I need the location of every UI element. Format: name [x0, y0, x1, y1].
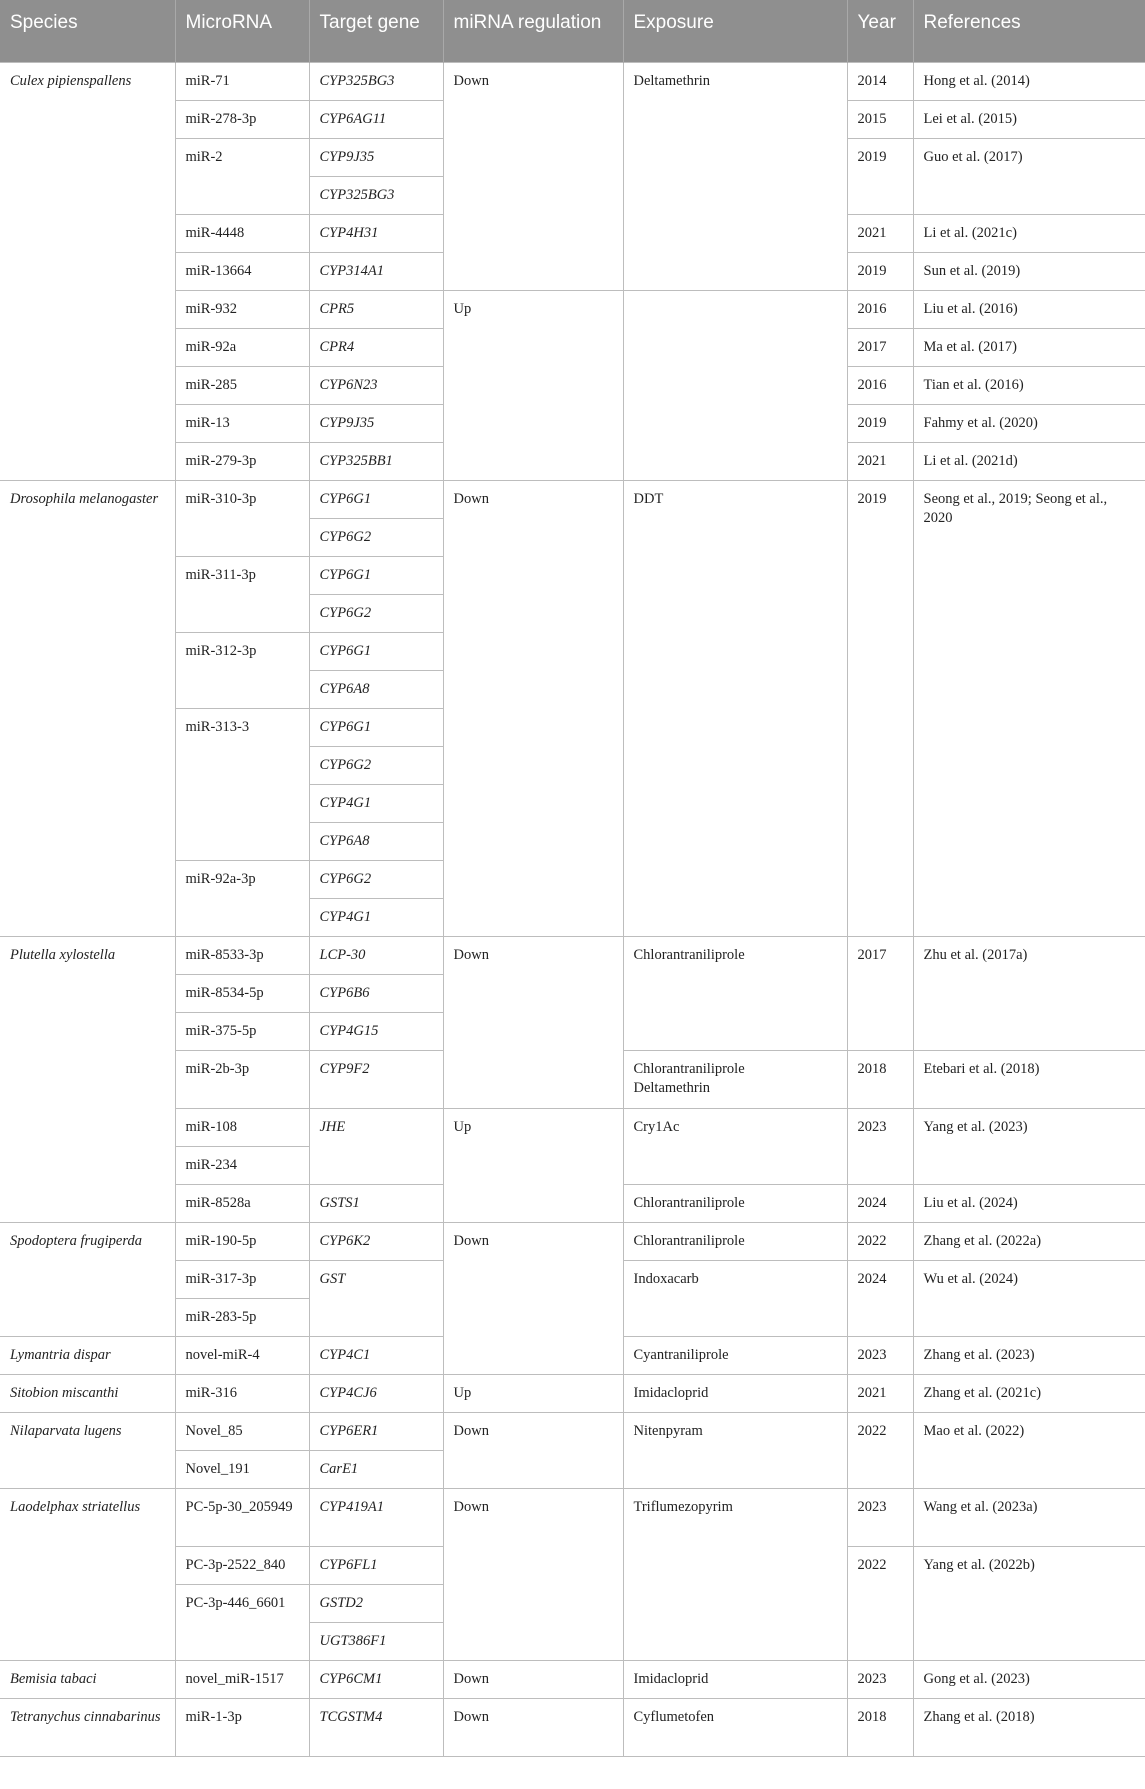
reference-cell: Fahmy et al. (2020) — [913, 404, 1145, 442]
target-gene-cell: GSTS1 — [309, 1184, 443, 1222]
year-cell: 2022 — [847, 1412, 913, 1488]
reference-cell: Yang et al. (2022b) — [913, 1546, 1145, 1660]
regulation-cell: Up — [443, 1374, 623, 1412]
table-row — [0, 1222, 1145, 1260]
year-cell: 2023 — [847, 1108, 913, 1184]
table-row — [0, 480, 1145, 518]
header-mirna-regulation: miRNA regulation — [443, 0, 623, 62]
species-cell: Drosophila melanogaster — [0, 480, 175, 936]
target-gene-cell: UGT386F1 — [309, 1622, 443, 1660]
target-gene-cell: CYP6G2 — [309, 860, 443, 898]
header-target-gene: Target gene — [309, 0, 443, 62]
target-gene-cell: CYP6AG11 — [309, 100, 443, 138]
species-cell: Lymantria dispar — [0, 1336, 175, 1374]
microrna-cell: Novel_85 — [175, 1412, 309, 1450]
regulation-cell: Up — [443, 290, 623, 480]
microrna-cell: miR-4448 — [175, 214, 309, 252]
table-row — [0, 1412, 1145, 1450]
reference-cell: Li et al. (2021c) — [913, 214, 1145, 252]
regulation-cell: Down — [443, 1222, 623, 1374]
table-row — [0, 1488, 1145, 1546]
reference-cell: Sun et al. (2019) — [913, 252, 1145, 290]
target-gene-cell: CYP4G1 — [309, 898, 443, 936]
year-cell: 2017 — [847, 936, 913, 1050]
target-gene-cell: CYP325BB1 — [309, 442, 443, 480]
year-cell: 2023 — [847, 1336, 913, 1374]
target-gene-cell: CYP6G1 — [309, 708, 443, 746]
target-gene-cell: CYP6G2 — [309, 594, 443, 632]
reference-cell: Yang et al. (2023) — [913, 1108, 1145, 1184]
target-gene-cell: CYP9J35 — [309, 138, 443, 176]
reference-cell: Gong et al. (2023) — [913, 1660, 1145, 1698]
exposure-cell: Imidacloprid — [623, 1660, 847, 1698]
target-gene-cell: CYP6G1 — [309, 480, 443, 518]
reference-cell: Li et al. (2021d) — [913, 442, 1145, 480]
year-cell: 2024 — [847, 1184, 913, 1222]
year-cell: 2018 — [847, 1050, 913, 1108]
target-gene-cell: CYP314A1 — [309, 252, 443, 290]
target-gene-cell: CYP6G2 — [309, 518, 443, 556]
reference-cell: Ma et al. (2017) — [913, 328, 1145, 366]
microrna-cell: miR-8528a — [175, 1184, 309, 1222]
target-gene-cell: CYP6FL1 — [309, 1546, 443, 1584]
year-cell: 2015 — [847, 100, 913, 138]
target-gene-cell: CYP325BG3 — [309, 176, 443, 214]
exposure-cell: Cry1Ac — [623, 1108, 847, 1184]
microrna-cell: miR-8534-5p — [175, 974, 309, 1012]
regulation-cell: Down — [443, 1698, 623, 1756]
reference-cell: Lei et al. (2015) — [913, 100, 1145, 138]
microrna-cell: miR-278-3p — [175, 100, 309, 138]
regulation-cell: Up — [443, 1108, 623, 1222]
microrna-cell: PC-3p-2522_840 — [175, 1546, 309, 1584]
microrna-cell: miR-8533-3p — [175, 936, 309, 974]
regulation-cell: Down — [443, 480, 623, 936]
microrna-cell: miR-108 — [175, 1108, 309, 1146]
reference-cell: Wang et al. (2023a) — [913, 1488, 1145, 1546]
header-row — [0, 0, 1145, 62]
target-gene-cell: CYP9F2 — [309, 1050, 443, 1108]
microrna-cell: miR-2b-3p — [175, 1050, 309, 1108]
exposure-line: Chlorantraniliprole Deltamethrin — [633, 1060, 745, 1096]
reference-cell: Guo et al. (2017) — [913, 138, 1145, 214]
microrna-cell: miR-932 — [175, 290, 309, 328]
exposure-cell: Chlorantraniliprole — [623, 1184, 847, 1222]
microrna-cell: novel-miR-4 — [175, 1336, 309, 1374]
target-gene-cell: GST — [309, 1260, 443, 1336]
reference-cell: Zhang et al. (2022a) — [913, 1222, 1145, 1260]
reference-cell: Mao et al. (2022) — [913, 1412, 1145, 1488]
target-gene-cell: GSTD2 — [309, 1584, 443, 1622]
regulation-cell: Down — [443, 1488, 623, 1660]
target-gene-cell: CYP6ER1 — [309, 1412, 443, 1450]
exposure-cell: DDT — [623, 480, 847, 936]
microrna-cell: miR-13 — [175, 404, 309, 442]
microrna-cell: PC-3p-446_6601 — [175, 1584, 309, 1660]
year-cell: 2021 — [847, 1374, 913, 1412]
microrna-cell: miR-279-3p — [175, 442, 309, 480]
target-gene-cell: LCP-30 — [309, 936, 443, 974]
year-cell: 2022 — [847, 1222, 913, 1260]
exposure-cell: Imidacloprid — [623, 1374, 847, 1412]
regulation-cell: Down — [443, 1660, 623, 1698]
year-cell: 2019 — [847, 252, 913, 290]
microrna-cell: miR-283-5p — [175, 1298, 309, 1336]
exposure-cell: Cyantraniliprole — [623, 1336, 847, 1374]
header-microrna: MicroRNA — [175, 0, 309, 62]
target-gene-cell: CYP6CM1 — [309, 1660, 443, 1698]
year-cell: 2022 — [847, 1546, 913, 1660]
target-gene-cell: CYP6G1 — [309, 556, 443, 594]
year-cell: 2024 — [847, 1260, 913, 1336]
target-gene-cell: CYP325BG3 — [309, 62, 443, 100]
target-gene-cell: CYP6B6 — [309, 974, 443, 1012]
species-cell: Sitobion miscanthi — [0, 1374, 175, 1412]
microrna-cell: miR-234 — [175, 1146, 309, 1184]
regulation-cell: Down — [443, 1412, 623, 1488]
reference-cell: Zhang et al. (2021c) — [913, 1374, 1145, 1412]
year-cell: 2016 — [847, 290, 913, 328]
reference-cell: Etebari et al. (2018) — [913, 1050, 1145, 1108]
exposure-cell: Nitenpyram — [623, 1412, 847, 1488]
year-cell: 2023 — [847, 1488, 913, 1546]
target-gene-cell: CYP9J35 — [309, 404, 443, 442]
microrna-cell: miR-1-3p — [175, 1698, 309, 1756]
species-cell: Culex pipienspallens — [0, 62, 175, 480]
reference-cell: Liu et al. (2024) — [913, 1184, 1145, 1222]
year-cell: 2021 — [847, 442, 913, 480]
year-cell: 2017 — [847, 328, 913, 366]
reference-cell: Seong et al., 2019; Seong et al., 2020 — [913, 480, 1145, 936]
regulation-cell: Down — [443, 936, 623, 1108]
year-cell: 2019 — [847, 404, 913, 442]
species-cell: Tetranychus cinnabarinus — [0, 1698, 175, 1756]
exposure-cell — [623, 1050, 847, 1108]
exposure-cell: Chlorantraniliprole — [623, 936, 847, 1050]
reference-cell: Zhang et al. (2023) — [913, 1336, 1145, 1374]
target-gene-cell: CYP4H31 — [309, 214, 443, 252]
year-cell: 2018 — [847, 1698, 913, 1756]
reference-cell: Zhu et al. (2017a) — [913, 936, 1145, 1050]
header-year: Year — [847, 0, 913, 62]
reference-cell: Wu et al. (2024) — [913, 1260, 1145, 1336]
year-cell: 2014 — [847, 62, 913, 100]
species-cell: Nilaparvata lugens — [0, 1412, 175, 1488]
exposure-cell: Deltamethrin — [623, 62, 847, 290]
target-gene-cell: CYP6A8 — [309, 822, 443, 860]
target-gene-cell: CYP6A8 — [309, 670, 443, 708]
microrna-cell: miR-2 — [175, 138, 309, 214]
table-row — [0, 1374, 1145, 1412]
species-cell: Spodoptera frugiperda — [0, 1222, 175, 1336]
microrna-cell: miR-285 — [175, 366, 309, 404]
microrna-cell: miR-312-3p — [175, 632, 309, 708]
microrna-cell: miR-375-5p — [175, 1012, 309, 1050]
reference-cell: Zhang et al. (2018) — [913, 1698, 1145, 1756]
microrna-cell: miR-13664 — [175, 252, 309, 290]
target-gene-cell: CYP4CJ6 — [309, 1374, 443, 1412]
target-gene-cell: TCGSTM4 — [309, 1698, 443, 1756]
microrna-cell: miR-317-3p — [175, 1260, 309, 1298]
exposure-cell: Indoxacarb — [623, 1260, 847, 1336]
year-cell: 2019 — [847, 138, 913, 214]
target-gene-cell: CarE1 — [309, 1450, 443, 1488]
year-cell: 2016 — [847, 366, 913, 404]
target-gene-cell: CYP4G1 — [309, 784, 443, 822]
target-gene-cell: JHE — [309, 1108, 443, 1184]
header-species: Species — [0, 0, 175, 62]
microrna-cell: miR-311-3p — [175, 556, 309, 632]
header-exposure: Exposure — [623, 0, 847, 62]
species-cell: Plutella xylostella — [0, 936, 175, 1222]
microrna-cell: Novel_191 — [175, 1450, 309, 1488]
table-row — [0, 1698, 1145, 1756]
microrna-cell: miR-92a — [175, 328, 309, 366]
target-gene-cell: CYP419A1 — [309, 1488, 443, 1546]
microrna-cell: miR-92a-3p — [175, 860, 309, 936]
exposure-cell: Chlorantraniliprole — [623, 1222, 847, 1260]
reference-cell: Hong et al. (2014) — [913, 62, 1145, 100]
regulation-cell: Down — [443, 62, 623, 290]
target-gene-cell: CYP4C1 — [309, 1336, 443, 1374]
year-cell: 2021 — [847, 214, 913, 252]
table-row — [0, 936, 1145, 974]
target-gene-cell: CPR5 — [309, 290, 443, 328]
table-row — [0, 62, 1145, 100]
microrna-cell: novel_miR-1517 — [175, 1660, 309, 1698]
microrna-cell: miR-190-5p — [175, 1222, 309, 1260]
target-gene-cell: CYP6N23 — [309, 366, 443, 404]
target-gene-cell: CYP6K2 — [309, 1222, 443, 1260]
exposure-cell: Cyflumetofen — [623, 1698, 847, 1756]
microrna-cell: miR-313-3 — [175, 708, 309, 860]
exposure-cell — [623, 290, 847, 480]
microrna-cell: miR-316 — [175, 1374, 309, 1412]
header-references: References — [913, 0, 1145, 62]
reference-cell: Liu et al. (2016) — [913, 290, 1145, 328]
target-gene-cell: CYP4G15 — [309, 1012, 443, 1050]
microrna-cell: miR-310-3p — [175, 480, 309, 556]
species-cell: Bemisia tabaci — [0, 1660, 175, 1698]
reference-cell: Tian et al. (2016) — [913, 366, 1145, 404]
species-cell: Laodelphax striatellus — [0, 1488, 175, 1660]
target-gene-cell: CPR4 — [309, 328, 443, 366]
microrna-cell: PC-5p-30_205949 — [175, 1488, 309, 1546]
target-gene-cell: CYP6G2 — [309, 746, 443, 784]
exposure-cell: Triflumezopyrim — [623, 1488, 847, 1660]
target-gene-cell: CYP6G1 — [309, 632, 443, 670]
year-cell: 2023 — [847, 1660, 913, 1698]
year-cell: 2019 — [847, 480, 913, 936]
table-row — [0, 1660, 1145, 1698]
microrna-cell: miR-71 — [175, 62, 309, 100]
